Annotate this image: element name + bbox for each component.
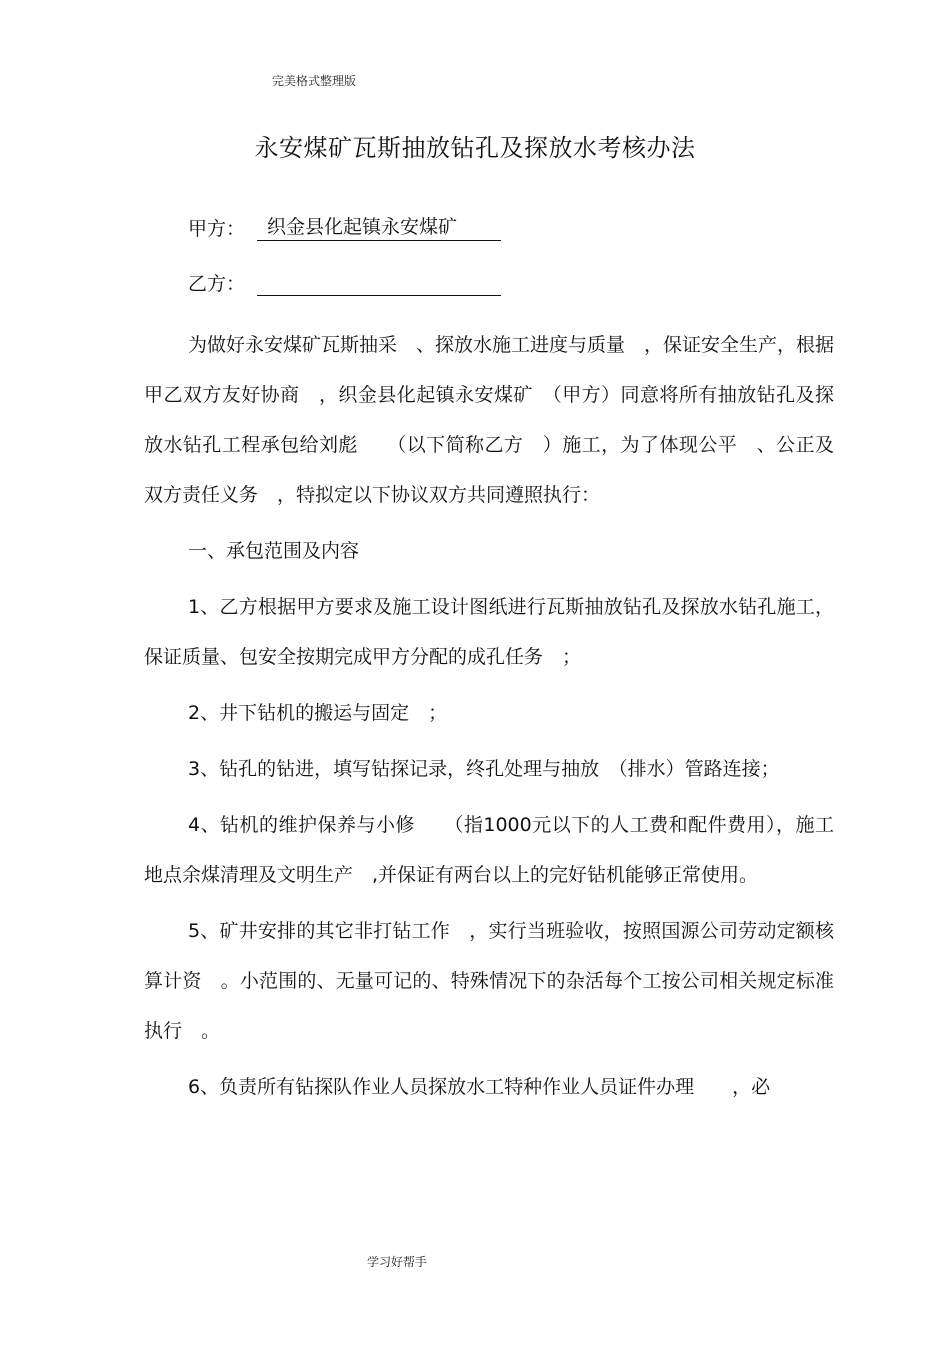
list-item: 3、钻孔的钻进，填写钻探记录，终孔处理与抽放 （排水）管路连接； (188, 758, 780, 780)
party-b-value (257, 269, 501, 296)
party-a-label: 甲方： (188, 218, 246, 240)
document-body (144, 320, 834, 1118)
party-a-value: 织金县化起镇永安煤矿 (257, 214, 501, 241)
section-heading: 一、承包范围及内容 (188, 540, 360, 562)
party-b-label: 乙方： (188, 273, 246, 295)
list-item: 6、负责所有钻探队作业人员探放水工特种作业人员证件办理 ，必 (188, 1076, 771, 1098)
list-item: 4、钻机的维护保养与小修 （指1000元以下的人工费和配件费用），施工地点余煤清理及文明生产 ,并保证有两台以上的完好钻机能够正常使用。 (144, 814, 834, 886)
list-item: 2、井下钻机的搬运与固定 ； (188, 702, 448, 724)
footer-note: 学习好帮手 (367, 1255, 428, 1269)
party-a-line (188, 214, 501, 241)
party-b-line (188, 269, 501, 296)
list-item: 1、乙方根据甲方要求及施工设计图纸进行瓦斯抽放钻孔及探放水钻孔施工，保证质量、包安全按期完成甲方分配的成孔任务 ； (144, 596, 834, 668)
list-item: 5、矿井安排的其它非打钻工作 ，实行当班验收，按照国源公司劳动定额核算计资 。小范围的、无量可记的、特殊情况下的杂活每个工按公司相关规定标准执行 。 (144, 920, 834, 1042)
intro-paragraph: 为做好永安煤矿瓦斯抽采 、探放水施工进度与质量 ，保证安全生产，根据甲乙双方友好协商 ，织金县化起镇永安煤矿 （甲方）同意将所有抽放钻孔及探放水钻孔工程承包给刘彪 （以下简称乙方 ）施工，为了体现公平 、公正及双方责任义务 ，特拟定以下协议双方共同遵照执行： (144, 334, 835, 506)
document-title: 永安煤矿瓦斯抽放钻孔及探放水考核办法 (254, 134, 696, 162)
header-note: 完美格式整理版 (272, 74, 357, 88)
